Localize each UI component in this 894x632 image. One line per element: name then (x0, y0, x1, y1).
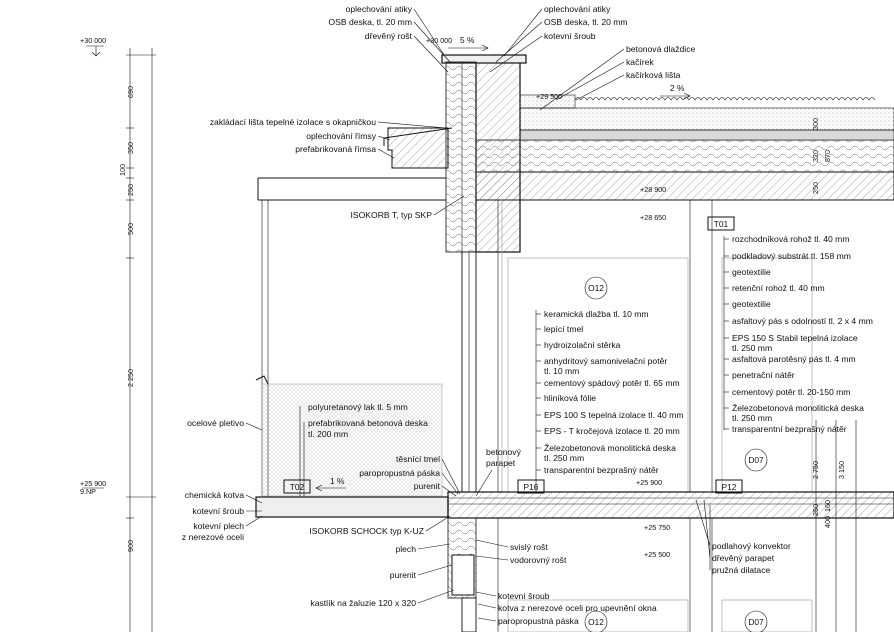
tag-t01: T01 (713, 219, 729, 229)
dim-r-400: 400 (823, 516, 832, 528)
label-osb-top: OSB deska, tl. 20 mm (544, 17, 628, 27)
tag-d07-lower: D07 (748, 617, 764, 627)
layer-roof-12: transparentní bezprašný nátěr (732, 424, 847, 434)
slope-5: 5 % (460, 35, 475, 45)
layer-floor-4b: tl. 10 mm (544, 366, 580, 376)
label-anchor-bolt-top: kotevní šroub (544, 31, 596, 41)
label-pu-lacquer: polyuretanový lak tl. 5 mm (308, 402, 408, 412)
layer-roof-4: retenční rohož tl. 40 mm (732, 283, 825, 293)
layer-roof-3: geotextilie (732, 267, 771, 277)
layer-floor-4: anhydritový samonivelační potěr (544, 356, 668, 366)
label-precast-slab: prefabrikovaná betonová deska (308, 418, 428, 428)
label-sealant: těsnící tmel (396, 454, 440, 464)
dim-500: 500 (126, 223, 135, 235)
facade-insulation-top (446, 62, 476, 252)
layer-roof-11b: tl. 250 mm (732, 413, 773, 423)
dim-r-320: 320 (811, 150, 820, 162)
layer-roof-7: EPS 150 S Stabil tepelná izolace (732, 333, 858, 343)
layer-floor-5: cementový spádový potěr tl. 65 mm (544, 378, 680, 388)
level-30000-left: +30 000 (80, 36, 107, 45)
layer-roof-8: asfaltová parotěsný pás tl. 4 mm (732, 354, 856, 364)
label-horizontal-grid: vodorovný rošt (510, 555, 567, 565)
level-25900-left: +25 900 (80, 479, 107, 488)
tag-o12: O12 (588, 283, 604, 293)
label-window-anchor: kotva z nerezové oceli pro upevnění okna (498, 603, 657, 613)
slope-1: 1 % (330, 476, 345, 486)
label-precast-slab-thk: tl. 200 mm (308, 429, 349, 439)
label-blind-box: kastlík na žaluzie 120 x 320 (310, 598, 416, 608)
label-gravel: kačírek (626, 57, 654, 67)
dim-350: 350 (126, 142, 135, 154)
layer-floor-9: Železobetonová monolitická deska (544, 443, 676, 453)
level-25500: +25 500 (644, 550, 671, 559)
tag-p12: P12 (721, 482, 737, 492)
label-isokorb-t: ISOKORB T, typ SKP (350, 210, 432, 220)
layer-floor-8: EPS - T kročejová izolace tl. 20 mm (544, 426, 680, 436)
terrace-slab (256, 497, 448, 517)
label-anchor-bolt-left: kotevní šroub (192, 506, 244, 516)
dim-r-2750: 2 750 (811, 461, 820, 479)
tag-d07: D07 (748, 455, 764, 465)
level-28900: +28 900 (640, 185, 667, 194)
label-concrete-tile: betonová dlaždice (626, 44, 696, 54)
dim-250: 250 (126, 184, 135, 196)
label-steel-mesh: ocelové pletivo (187, 418, 244, 428)
label-vapor-tape: paropropustná páska (359, 468, 440, 478)
label-wood-grid: dřevěný rošt (364, 31, 412, 41)
label-chemical-anchor: chemická kotva (184, 490, 244, 500)
terrace-hatch (262, 384, 442, 496)
level-25750: +25 750 (644, 523, 671, 532)
layer-roof-11: Železobetonová monolitická deska (732, 403, 864, 413)
label-vertical-grid: svislý rošt (510, 542, 548, 552)
dim-r-300: 300 (811, 118, 820, 130)
layer-roof-6: asfaltový pás s odolností tl. 2 x 4 mm (732, 316, 873, 326)
cornice (388, 128, 448, 168)
slope-2: 2 % (670, 83, 685, 93)
floor-9np: 9.NP (80, 487, 96, 496)
dim-r-250b: 250 (811, 504, 820, 516)
labels-floor-layers (536, 309, 684, 492)
label-cornice-flashing: oplechování římsy (306, 131, 376, 141)
dim-690: 690 (126, 86, 135, 98)
label-concrete-sill-2: parapet (486, 458, 516, 468)
window-frame-lower (462, 598, 476, 632)
layer-floor-3: hydroizolační stěrka (544, 340, 621, 350)
door-lower (722, 600, 812, 632)
label-purenit-terrace: purenit (413, 481, 440, 491)
label-gravel-strip: kačírková lišta (626, 70, 681, 80)
dim-2250: 2 250 (126, 369, 135, 387)
layer-floor-6: hliníková fólie (544, 393, 597, 403)
label-concrete-sill: betonový (486, 447, 521, 457)
label-osb-left: OSB deska, tl. 20 mm (328, 17, 412, 27)
dim-r-250: 250 (811, 182, 820, 194)
label-sheet: plech (395, 544, 416, 554)
dimensions-left (118, 86, 135, 552)
dim-100: 100 (118, 164, 127, 176)
layer-roof-10: cementový potěr tl. 20-150 mm (732, 387, 851, 397)
tag-t02: T02 (289, 482, 305, 492)
dim-r-870: 870 (823, 150, 832, 162)
dim-900: 900 (126, 540, 135, 552)
level-30000-top: +30 000 (426, 36, 453, 45)
roof-vegetation (575, 98, 875, 101)
layer-roof-7b: tl. 250 mm (732, 343, 773, 353)
layer-roof-5: geotextilie (732, 299, 771, 309)
blind-box (452, 555, 474, 595)
layer-roof-1: rozchodníková rohož tl. 40 mm (732, 234, 850, 244)
labels-roof-layers (724, 234, 873, 434)
label-anchor-bolt-bottom: kotevní šroub (498, 591, 550, 601)
labels-bottom (476, 500, 791, 626)
tag-o12-lower: O12 (588, 617, 604, 627)
tag-p16: P16 (523, 482, 539, 492)
roof-slab (476, 172, 894, 200)
label-floor-convector: podlahový konvektor (712, 541, 791, 551)
dimension-ticks (126, 55, 156, 518)
label-atika-flashing-top: oplechování atiky (544, 4, 611, 14)
level-25900-right: +25 900 (636, 478, 663, 487)
layer-floor-7: EPS 100 S tepelná izolace tl. 40 mm (544, 410, 684, 420)
level-29500: +29 500 (536, 92, 563, 101)
dim-r-160: 160 (823, 500, 832, 512)
dim-r-3150: 3 150 (837, 461, 846, 479)
layer-floor-9b: tl. 250 mm (544, 453, 585, 463)
roof-membrane (520, 130, 894, 140)
label-wood-sill: dřevěný parapet (712, 553, 775, 563)
label-purenit-lower: purenit (389, 570, 416, 580)
layer-floor-10: transparentní bezprašný nátěr (544, 465, 659, 475)
label-starter-strip: zakládací lišta tepelné izolace s okapničkou (209, 117, 376, 127)
label-stainless: z nerezové oceli (181, 532, 244, 542)
label-anchor-plate: kotevní plech (193, 521, 244, 531)
layer-floor-1: keramická dlažba tl. 10 mm (544, 309, 649, 319)
label-flex-joint: pružná dilatace (712, 565, 771, 575)
label-atika-flashing-left: oplechování atiky (345, 4, 412, 14)
label-precast-cornice: prefabrikovaná římsa (295, 144, 376, 154)
level-28650: +28 650 (640, 213, 667, 222)
roof-substrate (520, 108, 894, 130)
label-isokorb-kuz: ISOKORB SCHOCK typ K-UZ (309, 526, 424, 536)
window-opening (508, 258, 688, 492)
label-vapor-tape-bottom: paropropustná páska (498, 616, 579, 626)
layer-roof-2: podkladový substrát tl. 158 mm (732, 251, 851, 261)
layer-floor-2: lepící tmel (544, 324, 584, 334)
layer-roof-9: penetrační nátěr (732, 370, 795, 380)
